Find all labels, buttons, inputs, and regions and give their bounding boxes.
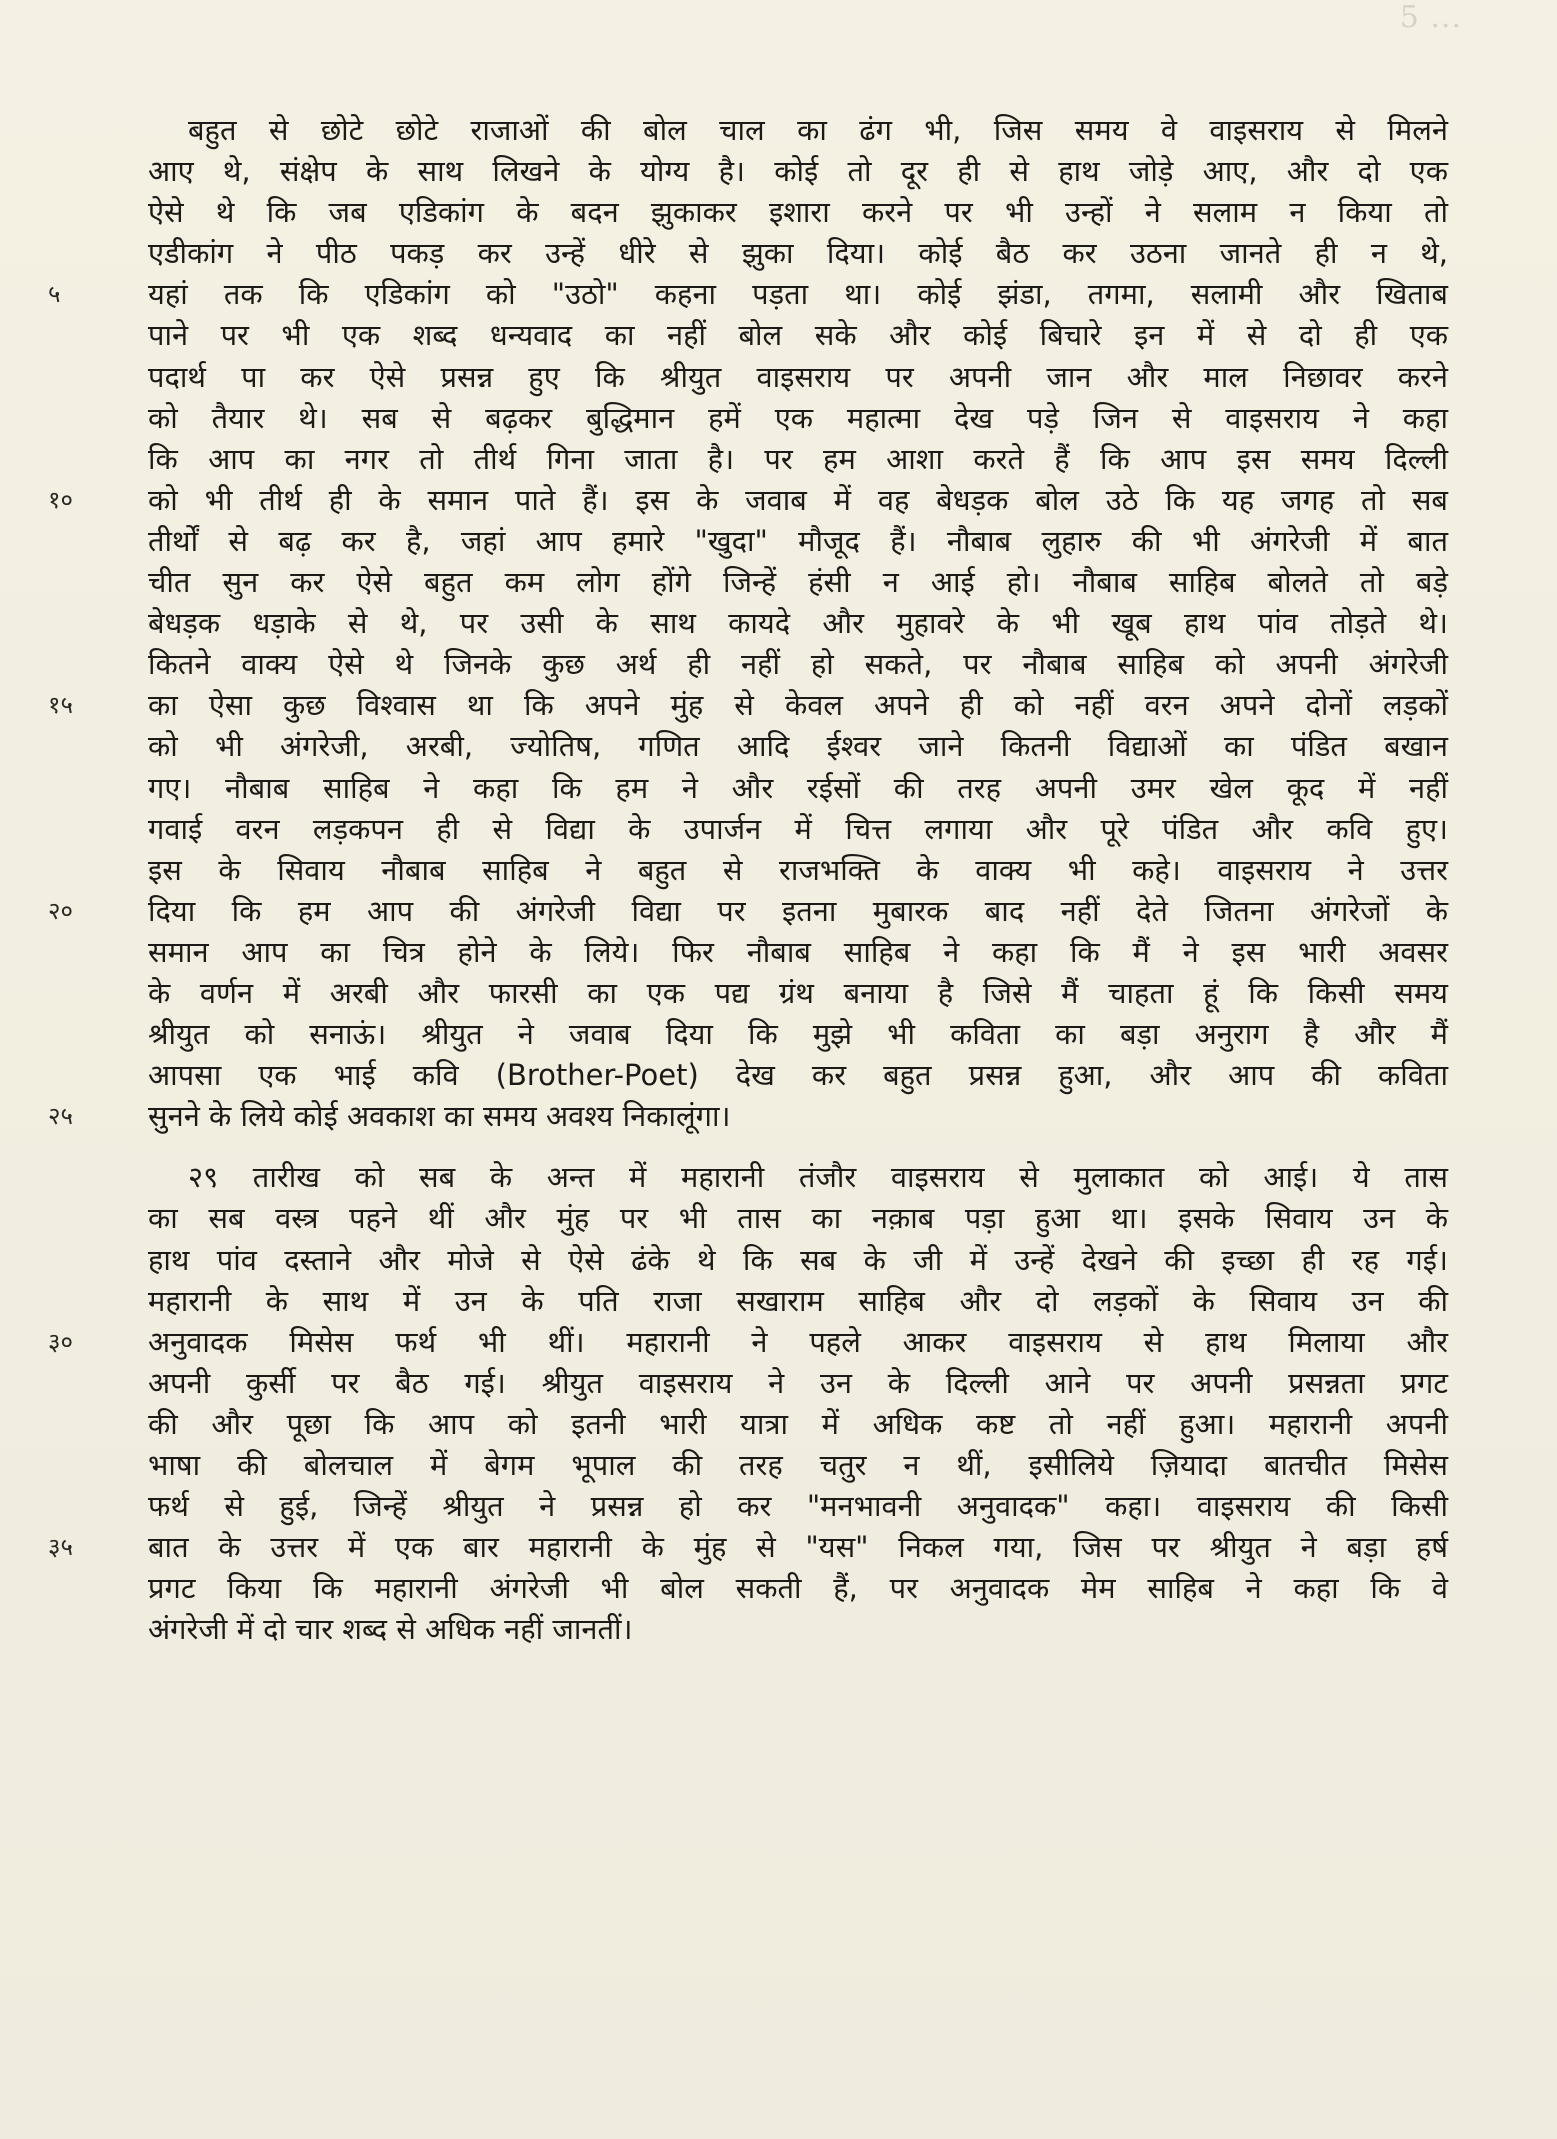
text-line (148, 809, 1448, 850)
line-text: चीत सुन कर ऐसे बहुत कम लोग होंगे जिन्हें हंसी न आई हो। नौबाब साहिब बोलते तो बड़े (148, 565, 1448, 600)
text-line (148, 151, 1448, 192)
line-text: फर्थ से हुई, जिन्हें श्रीयुत ने प्रसन्न हो कर "मनभावनी अनुवादक" कहा। वाइसराय की किसी (148, 1489, 1448, 1524)
line-number: २५ (48, 1102, 73, 1131)
text-line (148, 644, 1448, 685)
text-line (148, 1157, 1448, 1198)
line-text: सुनने के लिये कोई अवकाश का समय अवश्य निकालूंगा। (148, 1099, 731, 1134)
line-text: गवाई वरन लड़कपन ही से विद्या के उपार्जन में चित्त लगाया और पूरे पंडित और कवि हुए। (148, 811, 1448, 846)
text-line (148, 1055, 1448, 1096)
line-text: बेधड़क धड़ाके से थे, पर उसी के साथ कायदे और मुहावरे के भी खूब हाथ पांव तोड़ते थे। (148, 606, 1448, 641)
text-line (148, 932, 1448, 973)
line-text: श्रीयुत को सनाऊं। श्रीयुत ने जवाब दिया कि मुझे भी कविता का बड़ा अनुराग है और मैं (148, 1017, 1448, 1052)
text-line (148, 1014, 1448, 1055)
text-line (148, 562, 1448, 603)
text-line (148, 1363, 1448, 1404)
text-line (148, 768, 1448, 809)
line-text: के वर्णन में अरबी और फारसी का एक पद्य ग्रंथ बनाया है जिसे मैं चाहता हूं कि किसी समय (148, 975, 1448, 1010)
text-line (148, 521, 1448, 562)
line-text: एडीकांग ने पीठ पकड़ कर उन्हें धीरे से झुका दिया। कोई बैठ कर उठना जानते ही न थे, (148, 236, 1448, 271)
line-text: महारानी के साथ में उन के पति राजा सखाराम साहिब और दो लड़कों के सिवाय उन की (148, 1283, 1448, 1318)
text-line (148, 315, 1448, 356)
line-number: १५ (48, 691, 73, 720)
text-body (48, 110, 1448, 1650)
text-line (48, 1527, 1448, 1568)
line-text: को भी तीर्थ ही के समान पाते हैं। इस के जवाब में वह बेधड़क बोल उठे कि यह जगह तो सब (148, 482, 1448, 517)
line-text: की और पूछा कि आप को इतनी भारी यात्रा में अधिक कष्ट तो नहीं हुआ। महारानी अपनी (148, 1406, 1448, 1441)
line-text: दिया कि हम आप की अंगरेजी विद्या पर इतना मुबारक बाद नहीं देते जितना अंगरेजों के (148, 893, 1448, 928)
line-text: यहां तक कि एडिकांग को "उठो" कहना पड़ता था। कोई झंडा, तगमा, सलामी और खिताब (148, 277, 1448, 312)
line-text: बहुत से छोटे छोटे राजाओं की बोल चाल का ढंग भी, जिस समय वे वाइसराय से मिलने (188, 113, 1448, 147)
text-line (148, 1609, 1448, 1650)
text-line (48, 685, 1448, 726)
text-line (148, 1198, 1448, 1239)
line-text: हाथ पांव दस्ताने और मोजे से ऐसे ढंके थे कि सब के जी में उन्हें देखने की इच्छा ही रह गई। (148, 1242, 1448, 1277)
line-text: समान आप का चित्र होने के लिये। फिर नौबाब साहिब ने कहा कि मैं ने इस भारी अवसर (148, 934, 1448, 969)
line-number: २० (48, 896, 73, 925)
line-number: १० (48, 485, 73, 514)
line-text: पाने पर भी एक शब्द धन्यवाद का नहीं बोल सके और कोई बिचारे इन में से दो ही एक (148, 318, 1448, 353)
text-line (148, 1445, 1448, 1486)
text-line (48, 274, 1448, 315)
text-line (148, 1486, 1448, 1527)
line-text: इस के सिवाय नौबाब साहिब ने बहुत से राजभक्ति के वाक्य भी कहे। वाइसराय ने उत्तर (148, 852, 1448, 887)
line-text: गए। नौबाब साहिब ने कहा कि हम ने और रईसों की तरह अपनी उमर खेल कूद में नहीं (148, 770, 1448, 805)
text-line (148, 1568, 1448, 1609)
text-line (148, 357, 1448, 398)
line-text: का सब वस्त्र पहने थीं और मुंह पर भी तास का नक़ाब पड़ा हुआ था। इसके सिवाय उन के (148, 1201, 1448, 1236)
line-text: को भी अंगरेजी, अरबी, ज्योतिष, गणित आदि ईश्वर जाने कितनी विद्याओं का पंडित बखान (148, 729, 1448, 764)
line-text: आए थे, संक्षेप के साथ लिखने के योग्य है। कोई तो दूर ही से हाथ जोड़े आए, और दो एक (148, 154, 1448, 189)
line-text: को तैयार थे। सब से बढ़कर बुद्धिमान हमें एक महात्मा देख पड़े जिन से वाइसराय ने कहा (148, 400, 1448, 435)
line-text: का ऐसा कुछ विश्वास था कि अपने मुंह से केवल अपने ही को नहीं वरन अपने दोनों लड़कों (148, 688, 1448, 723)
line-text: प्रगट किया कि महारानी अंगरेजी भी बोल सकती हैं, पर अनुवादक मेम साहिब ने कहा कि वे (148, 1571, 1448, 1606)
text-line (148, 110, 1448, 151)
paragraph-gap (148, 1137, 1448, 1157)
text-line (148, 192, 1448, 233)
line-text: अनुवादक मिसेस फर्थ भी थीं। महारानी ने पहले आकर वाइसराय से हाथ मिलाया और (148, 1324, 1448, 1359)
line-text: आपसा एक भाई कवि (Brother-Poet) देख कर बहुत प्रसन्न हुआ, और आप की कविता (148, 1058, 1448, 1093)
text-line (148, 1404, 1448, 1445)
line-text: ऐसे थे कि जब एडिकांग के बदन झुकाकर इशारा करने पर भी उन्हों ने सलाम न किया तो (148, 195, 1448, 230)
text-line (148, 726, 1448, 767)
line-text: बात के उत्तर में एक बार महारानी के मुंह से "यस" निकल गया, जिस पर श्रीयुत ने बड़ा हर्ष (148, 1530, 1448, 1565)
text-line (148, 973, 1448, 1014)
line-text: भाषा की बोलचाल में बेगम भूपाल की तरह चतुर न थीं, इसीलिये ज़ियादा बातचीत मिसेस (148, 1448, 1448, 1482)
text-line (48, 1322, 1448, 1363)
line-number: ३५ (48, 1533, 73, 1562)
header-ghost-text: 5 ... (1399, 0, 1462, 35)
text-line (148, 1240, 1448, 1281)
text-line (148, 398, 1448, 439)
line-text: तीर्थों से बढ़ कर है, जहां आप हमारे "खुदा" मौजूद हैं। नौबाब लुहारु की भी अंगरेजी में बात (148, 523, 1448, 558)
text-line (148, 850, 1448, 891)
text-line (148, 603, 1448, 644)
text-line (48, 480, 1448, 521)
line-text: कितने वाक्य ऐसे थे जिनके कुछ अर्थ ही नहीं हो सकते, पर नौबाब साहिब को अपनी अंगरेजी (148, 647, 1448, 682)
line-text: अंगरेजी में दो चार शब्द से अधिक नहीं जानतीं। (148, 1612, 633, 1647)
line-number: ३० (48, 1327, 73, 1356)
text-line (148, 439, 1448, 480)
text-line (48, 891, 1448, 932)
line-text: पदार्थ पा कर ऐसे प्रसन्न हुए कि श्रीयुत वाइसराय पर अपनी जान और माल निछावर करने (148, 359, 1448, 394)
text-line (148, 233, 1448, 274)
text-line (48, 1096, 1448, 1137)
line-text: अपनी कुर्सी पर बैठ गई। श्रीयुत वाइसराय ने उन के दिल्ली आने पर अपनी प्रसन्नता प्रगट (148, 1365, 1448, 1400)
line-number: ५ (48, 280, 61, 309)
text-line (148, 1281, 1448, 1322)
line-text: २९ तारीख को सब के अन्त में महारानी तंजौर वाइसराय से मुलाकात को आई। ये तास (188, 1160, 1448, 1195)
line-text: कि आप का नगर तो तीर्थ गिना जाता है। पर हम आशा करते हैं कि आप इस समय दिल्ली (148, 441, 1448, 476)
